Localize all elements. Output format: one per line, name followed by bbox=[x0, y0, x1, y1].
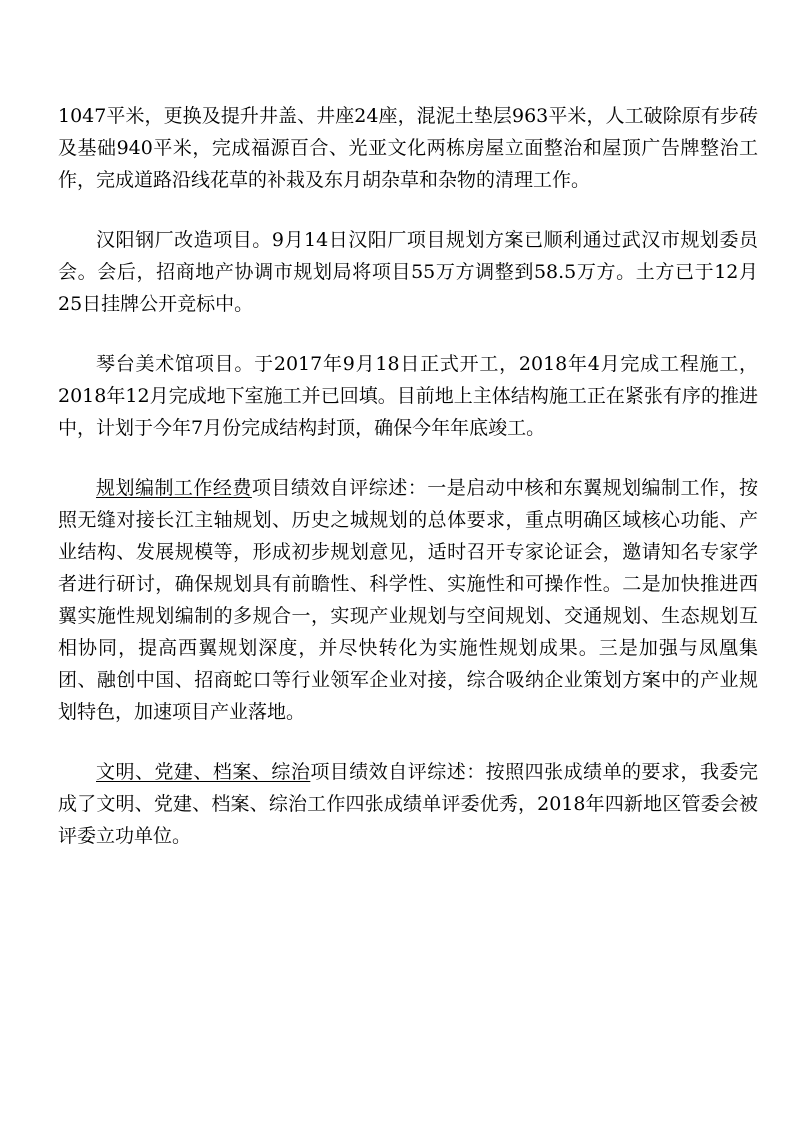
paragraph-civilization-party-archives bbox=[58, 756, 758, 852]
paragraph-text: 项目绩效自评综述：一是启动中核和东翼规划编制工作，按照无缝对接长江主轴规划、历史之城规划的总体要求，重点明确区域核心功能、产业结构、发展规模等，形成初步规划意见，适时召开专家论证会，邀请知名专家学者进行研讨，确保规划具有前瞻性、科学性、实施性和可操作性。二是加快推进西翼实施性规划编制的多规合一，实现产业规划与空间规划、交通规划、生态规划互相协同，提高西翼规划深度，并尽快转化为实施性规划成果。三是加强与凤凰集团、融创中国、招商蛇口等行业领军企业对接，综合吸纳企业策划方案中的产业规划特色，加速项目产业落地。 bbox=[58, 477, 758, 723]
paragraph-qintai-art-museum bbox=[58, 348, 758, 444]
paragraph-text: 琴台美术馆项目。于2017年9月18日正式开工，2018年4月完成工程施工，2018年12月完成地下室施工并已回填。目前地上主体结构施工正在紧张有序的推进中，计划于今年7月份完成结构封顶，确保今年年底竣工。 bbox=[58, 353, 758, 439]
paragraph-road-renovation bbox=[58, 100, 758, 196]
paragraph-text: 汉阳钢厂改造项目。9月14日汉阳厂项目规划方案已顺利通过武汉市规划委员会。会后，招商地产协调市规划局将项目55万方调整到58.5万方。土方已于12月25日挂牌公开竞标中。 bbox=[58, 229, 758, 315]
paragraph-hanyang-steel-plant bbox=[58, 224, 758, 320]
underlined-project-name: 规划编制工作经费 bbox=[96, 477, 252, 499]
paragraph-planning-funds bbox=[58, 472, 758, 728]
paragraph-text: 项目绩效自评综述：按照四张成绩单的要求，我委完成了文明、党建、档案、综治工作四张成绩单评委优秀，2018年四新地区管委会被评委立功单位。 bbox=[58, 761, 758, 847]
underlined-project-name: 文明、党建、档案、综治 bbox=[96, 761, 311, 783]
paragraph-text: 1047平米，更换及提升井盖、井座24座，混泥土垫层963平米，人工破除原有步砖及基础940平米，完成福源百合、光亚文化两栋房屋立面整治和屋顶广告牌整治工作，完成道路沿线花草的补栽及东月胡杂草和杂物的清理工作。 bbox=[58, 105, 758, 191]
document-body bbox=[58, 100, 758, 880]
